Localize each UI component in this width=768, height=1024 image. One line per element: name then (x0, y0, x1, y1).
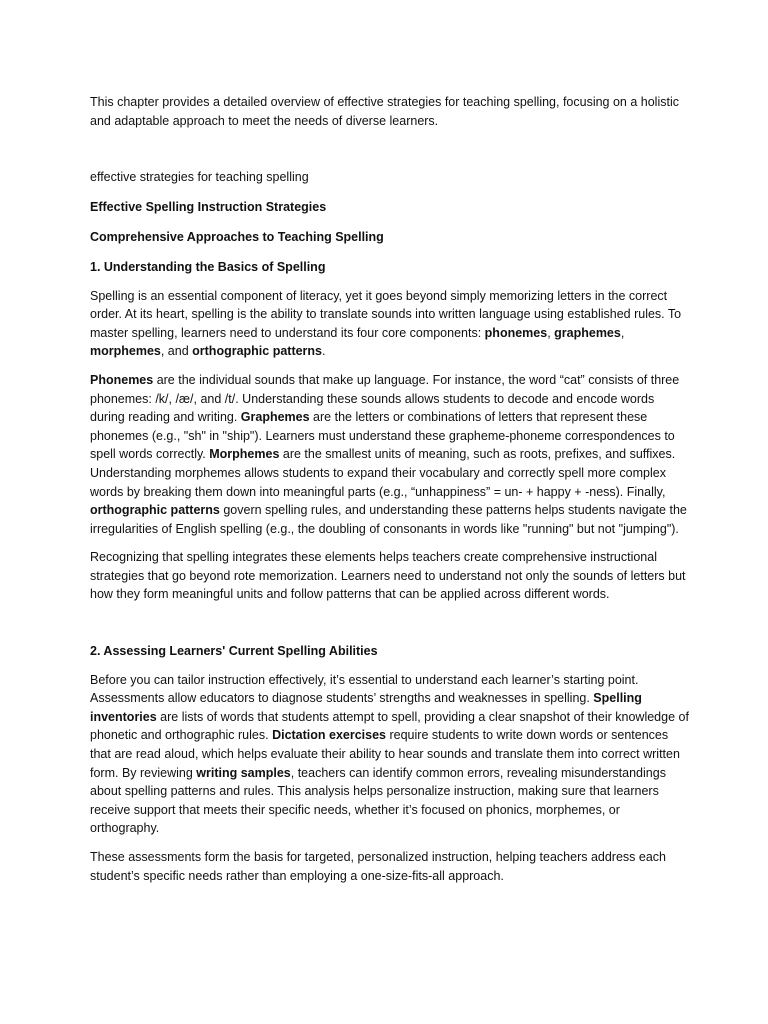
term-morphemes: Morphemes (209, 447, 280, 462)
text-run: are the letters or combinations of letters that represent these phonemes (e.g., "sh" in "ship"). Learners must understand these grapheme-phoneme correspondences to spell words correctly. (90, 410, 675, 462)
text-run: Before you can tailor instruction effectively, it’s essential to understand each learner’s starting point. Assessments allow educators to diagnose students’ strengths and weaknesses in spelling. (90, 672, 639, 706)
text-run: Spelling is an essential component of literacy, yet it goes beyond simply memorizing letters in the correct order. At its heart, spelling is the ability to translate sounds into written language using established rules. To master spelling, learners need to understand its four core components: (90, 288, 682, 340)
term-phonemes: phonemes (484, 325, 548, 340)
text-run: require students to write down words or sentences that are read aloud, which helps evaluate their ability to hear sounds and translate them into correct written form. By reviewing (90, 728, 680, 780)
text-run: , teachers can identify common errors, revealing misunderstandings about spelling patterns and rules. This analysis helps personalize instruction, making sure that learners receive support that meets their specific needs, whether it’s focused on phonics, morphemes, or orthography. (90, 765, 666, 836)
section-2-paragraph-1 (90, 671, 692, 838)
term-graphemes: Graphemes (240, 410, 310, 425)
term-orthographic-patterns: orthographic patterns (192, 344, 323, 359)
section-1-heading: 1. Understanding the Basics of Spelling (90, 259, 326, 274)
term-graphemes: graphemes (554, 325, 621, 340)
term-orthographic-patterns: orthographic patterns (90, 503, 220, 518)
text-run: . (322, 344, 326, 359)
intro-paragraph: This chapter provides a detailed overview of effective strategies for teaching spelling, focusing on a holistic and adaptable approach to meet the needs of diverse learners. (90, 95, 679, 128)
term-spelling-inventories: Spelling inventories (90, 691, 642, 724)
text-run: are the individual sounds that make up language. For instance, the word “cat” consists of three phonemes: /k/, /æ/, and /t/. Understanding these sounds allows students to decode and encode words during reading and writing. (90, 372, 680, 425)
text-run: are lists of words that students attempt to spell, providing a clear snapshot of their knowledge of phonetic and orthographic rules. (90, 709, 689, 743)
text-run: , (547, 325, 555, 340)
text-run: govern spelling rules, and understanding these patterns helps students navigate the irregularities of English spelling (e.g., the doubling of consonants in words like "running" but not "jumping"). (90, 503, 687, 536)
section-2-paragraph-2: These assessments form the basis for targeted, personalized instruction, helping teachers address each student’s specific needs rather than employing a one-size-fits-all approach. (90, 850, 667, 883)
term-morphemes: morphemes (90, 344, 161, 359)
sub-heading: Comprehensive Approaches to Teaching Spelling (90, 230, 384, 245)
text-run: , and (160, 344, 193, 359)
section-2-heading: 2. Assessing Learners' Current Spelling Abilities (90, 644, 378, 659)
main-heading: Effective Spelling Instruction Strategies (90, 199, 327, 214)
text-run: , (620, 325, 625, 340)
term-writing-samples: writing samples (196, 765, 291, 780)
keyword-line: effective strategies for teaching spelling (90, 170, 309, 185)
term-dictation-exercises: Dictation exercises (272, 728, 387, 743)
section-1-paragraph-3: Recognizing that spelling integrates these elements helps teachers create comprehensive instructional strategies that go beyond rote memorization. Learners need to understand not only the sounds of letters but how they form meaningful units and follow patterns that can be applied across different words. (90, 550, 686, 602)
section-1-paragraph-2 (90, 371, 692, 538)
section-1-paragraph-1 (90, 287, 692, 361)
text-run: are the smallest units of meaning, such as roots, prefixes, and suffixes. Understanding morphemes allows students to expand their vocabulary and correctly spell more complex words by breaking them down into meaningful parts (e.g., “unhappiness” = un- + happy + -ness). Finally, (90, 447, 676, 499)
term-phonemes: Phonemes (90, 372, 154, 387)
